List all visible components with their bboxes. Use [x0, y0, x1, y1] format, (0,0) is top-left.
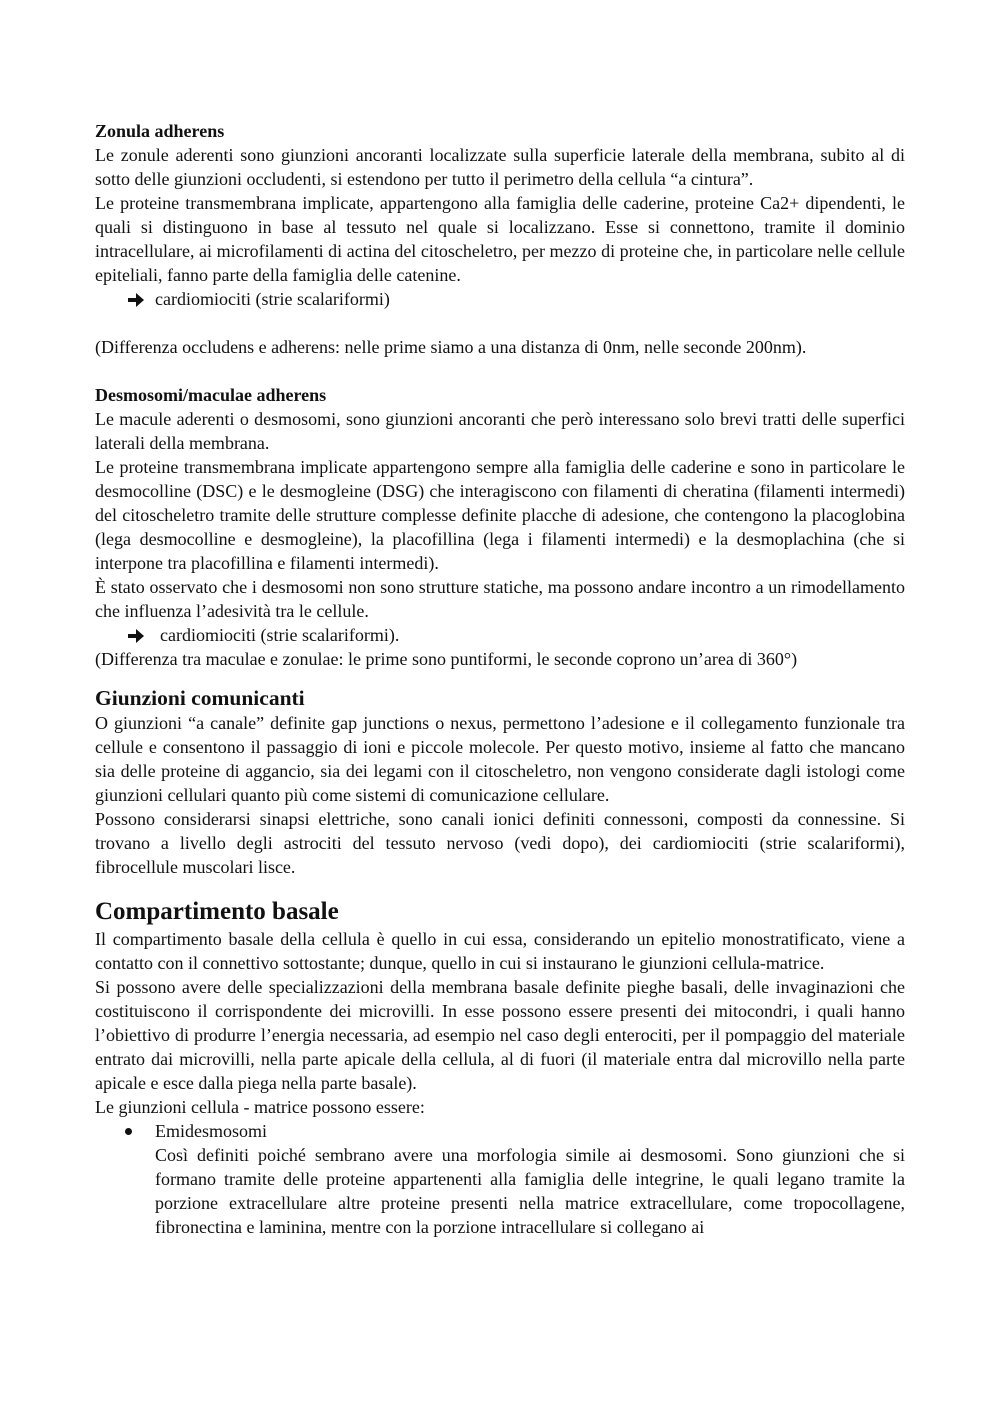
right-arrow-icon: [126, 626, 146, 646]
heading-giunzioni-comunicanti: Giunzioni comunicanti: [95, 686, 305, 710]
right-arrow-icon: [126, 290, 146, 310]
bullet-title: Emidesmosomi: [155, 1121, 267, 1141]
paragraph-note: (Differenza tra maculae e zonulae: le prime sono puntiformi, le seconde coprono un’area di 360°): [95, 649, 798, 669]
paragraph: Si possono avere delle specializzazioni della membrana basale definite pieghe basali, delle invaginazioni che costituiscono il corrispondente dei microvilli. In esse possono essere presenti dei mitocondri, i quali hanno l’obiettivo di produrre l’energia necessaria, ad esempio nel caso degli enterociti, per il pompaggio del materiale entrato dai microvilli, nella parte apicale della cellula, al di fuori (il materiale entra dal microvillo nella parte apicale e esce dalla piega nella parte basale).: [95, 977, 905, 1093]
paragraph: O giunzioni “a canale” definite gap junctions o nexus, permettono l’adesione e il collegamento funzionale tra cellule e consentono il passaggio di ioni e piccole molecole. Per questo motivo, insieme al fatto che mancano sia delle proteine di aggancio, sia dei legami con il citoscheletro, non vengono considerate dagli istologi come giunzioni cellulari quanto più come sistemi di comunicazione cellulare.: [95, 713, 905, 805]
arrow-item-text: cardiomiociti (strie scalariformi).: [160, 625, 400, 645]
arrow-item-text: cardiomiociti (strie scalariformi): [155, 289, 390, 309]
arrow-item: [95, 287, 905, 311]
heading-zonula-adherens: Zonula adherens: [95, 121, 225, 141]
arrow-item: [95, 623, 905, 647]
paragraph: Le proteine transmembrana implicate appartengono sempre alla famiglia delle caderine e sono in particolare le desmocolline (DSC) e le desmogleine (DSG) che interagiscono con filamenti di cheratina (filamenti intermedi) del citoscheletro tramite delle strutture complesse definite placche di adesione, che contengono la placoglobina (lega desmocolline e desmogleine), la placofillina (lega i filamenti intermedi) e la desmoplachina (che si interpone tra placofillina e filamenti intermedi).: [95, 457, 905, 573]
paragraph: È stato osservato che i desmosomi non sono strutture statiche, ma possono andare incontro a un rimodellamento che influenza l’adesività tra le cellule.: [95, 577, 905, 621]
paragraph: Le proteine transmembrana implicate, appartengono alla famiglia delle caderine, proteine Ca2+ dipendenti, le quali si distinguono in base al tessuto nel quale si localizzano. Esse si connettono, tramite il dominio intracellulare, ai microfilamenti di actina del citoscheletro, per mezzo di proteine che, in particolare nelle cellule epiteliali, fanno parte della famiglia delle catenine.: [95, 193, 905, 285]
bullet-icon: [125, 1128, 132, 1135]
document-page: [95, 119, 905, 1239]
paragraph: Le zonule aderenti sono giunzioni ancoranti localizzate sulla superficie laterale della membrana, subito al di sotto delle giunzioni occludenti, si estendono per tutto il perimetro della cellula “a cintura”.: [95, 145, 905, 189]
bullet-list-item: [95, 1119, 905, 1239]
paragraph-note: (Differenza occludens e adherens: nelle prime siamo a una distanza di 0nm, nelle seconde 200nm).: [95, 337, 807, 357]
paragraph: Il compartimento basale della cellula è quello in cui essa, considerando un epitelio monostratificato, viene a contatto con il connettivo sottostante; dunque, quello in cui si instaurano le giunzioni cellula-matrice.: [95, 929, 905, 973]
paragraph: Le giunzioni cellula - matrice possono essere:: [95, 1097, 425, 1117]
paragraph: Possono considerarsi sinapsi elettriche, sono canali ionici definiti connessoni, composti da connessine. Si trovano a livello degli astrociti del tessuto nervoso (vedi dopo), dei cardiomiociti (strie scalariformi), fibrocellule muscolari lisce.: [95, 809, 905, 877]
heading-desmosomi: Desmosomi/maculae adherens: [95, 385, 327, 405]
paragraph: Le macule aderenti o desmosomi, sono giunzioni ancoranti che però interessano solo brevi tratti delle superfici laterali della membrana.: [95, 409, 905, 453]
bullet-text: Così definiti poiché sembrano avere una morfologia simile ai desmosomi. Sono giunzioni che si formano tramite delle proteine appartenenti alla famiglia delle integrine, le quali legano tramite la porzione extracellulare altre proteine presenti nella matrice extracellulare, come tropocollagene, fibronectina e laminina, mentre con la porzione intracellulare si collegano ai: [155, 1145, 905, 1237]
heading-compartimento-basale: Compartimento basale: [95, 898, 339, 925]
